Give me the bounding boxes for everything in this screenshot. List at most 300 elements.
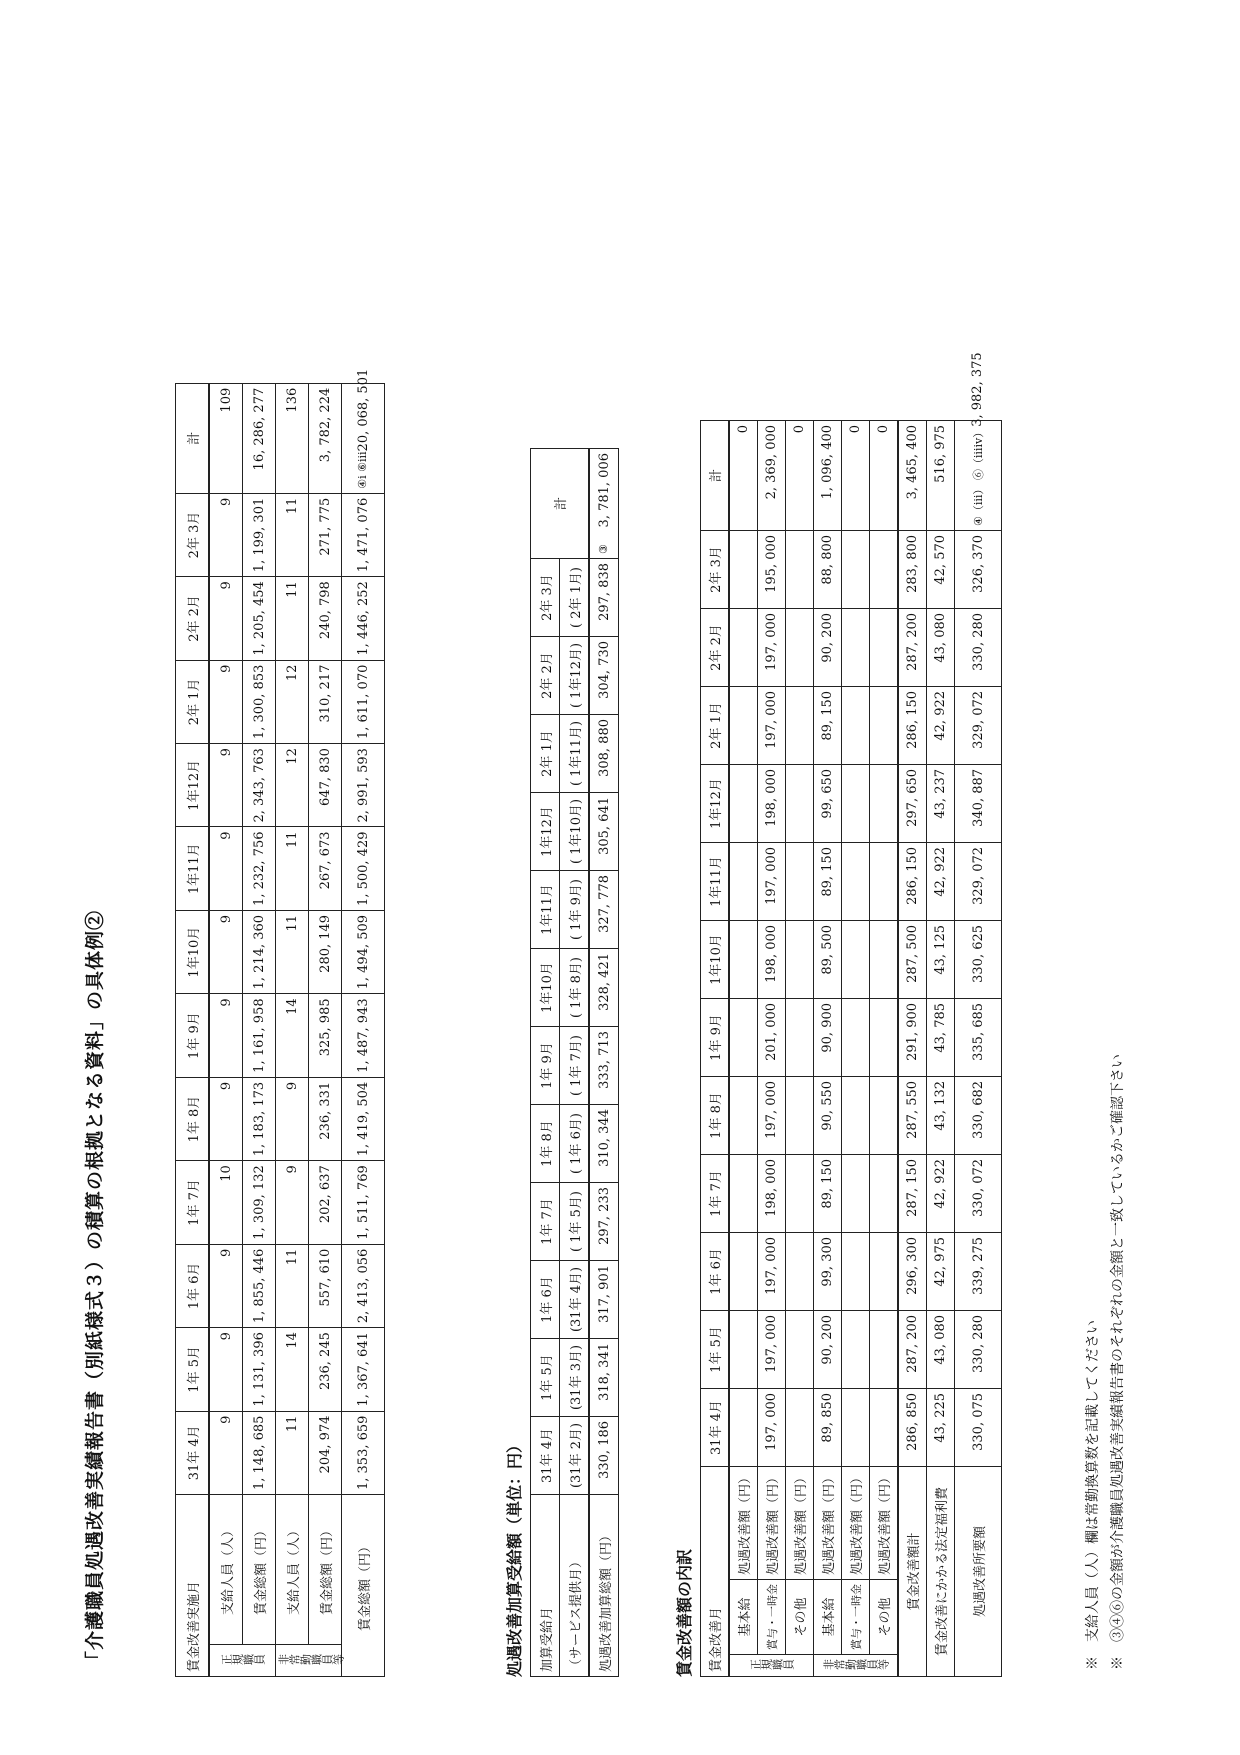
value-cell: 90, 200 [814, 608, 842, 686]
row-label: 処遇改善額（円） [729, 1466, 758, 1579]
value-cell [786, 608, 814, 686]
value-cell [786, 1232, 814, 1310]
value-cell: 11 [276, 910, 309, 993]
value-cell [870, 842, 899, 920]
value-cell: 9 [209, 660, 243, 743]
value-cell: 1, 199, 301 [243, 493, 276, 576]
value-cell: 42, 975 [927, 1232, 955, 1310]
value-cell: 197, 000 [758, 1310, 786, 1388]
table-row [870, 420, 899, 1676]
reference-mark: ③ [596, 544, 610, 554]
total-value: 2, 369, 000 [764, 424, 779, 500]
value-cell: 89, 500 [814, 920, 842, 998]
category-label: 賞与・一時金 [758, 1580, 786, 1655]
row-label: 支給人員（人） [276, 1495, 309, 1645]
value-cell: 1年11月 [176, 827, 210, 910]
value-cell: 2年 1月 [701, 686, 730, 764]
value-cell: 267, 673 [309, 827, 342, 910]
value-cell [842, 1076, 870, 1154]
value-cell: 330, 280 [955, 1310, 1002, 1388]
table-row [927, 420, 955, 1676]
value-cell [729, 842, 758, 920]
total-cell [842, 420, 870, 530]
value-cell [786, 1076, 814, 1154]
value-cell: 305, 641 [589, 793, 619, 871]
value-cell: 90, 200 [814, 1310, 842, 1388]
value-cell: 1, 511, 769 [342, 1161, 385, 1244]
value-cell: 287, 150 [898, 1154, 927, 1232]
value-cell: 317, 901 [589, 1261, 619, 1339]
value-cell: 89, 150 [814, 686, 842, 764]
value-cell [786, 764, 814, 842]
header-cell: 賃金改善実施月 [176, 1495, 210, 1677]
category-label: 基本給 [729, 1580, 758, 1655]
header-cell: （サービス提供月） [560, 1495, 590, 1677]
table-header-row [176, 383, 210, 1676]
value-cell: 1年 8月 [176, 1077, 210, 1160]
value-cell: 202, 637 [309, 1161, 342, 1244]
value-cell [842, 530, 870, 608]
value-cell: 89, 150 [814, 1154, 842, 1232]
value-cell: 328, 421 [589, 949, 619, 1027]
value-cell: 42, 922 [927, 1154, 955, 1232]
value-cell: 1年 5月 [176, 1328, 210, 1411]
wage-table [175, 368, 385, 1677]
value-cell: 197, 000 [758, 608, 786, 686]
value-cell: 31年 4月 [176, 1411, 210, 1494]
row-label: 賃金総額（円） [243, 1495, 276, 1645]
value-cell [870, 608, 899, 686]
value-cell: 310, 217 [309, 660, 342, 743]
value-cell [842, 1388, 870, 1466]
value-cell: 9 [209, 827, 243, 910]
value-cell: 1年 8月 [531, 1105, 560, 1183]
value-cell: 1, 161, 958 [243, 994, 276, 1077]
table-row [276, 383, 309, 1676]
table-row [342, 383, 385, 1676]
table-row [758, 420, 786, 1676]
value-cell [729, 686, 758, 764]
total-value: 0 [792, 424, 807, 434]
value-cell [786, 1310, 814, 1388]
value-cell: 2年 2月 [531, 637, 560, 715]
value-cell: 204, 974 [309, 1411, 342, 1494]
value-cell [786, 686, 814, 764]
value-cell: 1, 309, 132 [243, 1161, 276, 1244]
group-label: 正規職員 [729, 1655, 814, 1677]
value-cell: ( 1年10月) [560, 793, 590, 871]
value-cell: 2年 1月 [176, 660, 210, 743]
value-cell: 9 [209, 994, 243, 1077]
value-cell [729, 530, 758, 608]
value-cell: 99, 650 [814, 764, 842, 842]
group-label: 非常勤職員等 [814, 1655, 899, 1677]
value-cell: 10 [209, 1161, 243, 1244]
total-value: 0 [876, 424, 891, 434]
value-cell: 201, 000 [758, 998, 786, 1076]
value-cell [870, 764, 899, 842]
category-label: その他 [870, 1580, 899, 1655]
value-cell: 31年 4月 [701, 1388, 730, 1466]
row-label: 処遇改善額（円） [814, 1466, 842, 1579]
value-cell: 304, 730 [589, 637, 619, 715]
value-cell: 297, 650 [898, 764, 927, 842]
value-cell [870, 1154, 899, 1232]
total-value: 20, 068, 501 [355, 368, 371, 452]
value-cell: 286, 850 [898, 1388, 927, 1466]
value-cell: 1年 5月 [701, 1310, 730, 1388]
value-cell: 2年 3月 [701, 530, 730, 608]
total-cell [589, 449, 619, 559]
table-row [842, 420, 870, 1676]
value-cell: ( 1年 7月) [560, 1027, 590, 1105]
value-cell: 90, 900 [814, 998, 842, 1076]
value-cell: 1年 6月 [531, 1261, 560, 1339]
value-cell [729, 1076, 758, 1154]
value-cell: 287, 200 [898, 1310, 927, 1388]
value-cell [729, 998, 758, 1076]
value-cell: 1年10月 [701, 920, 730, 998]
value-cell: 1, 205, 454 [243, 577, 276, 660]
value-cell: 9 [209, 910, 243, 993]
total-value: 0 [848, 424, 863, 434]
value-cell: 1, 494, 509 [342, 910, 385, 993]
row-label: 賃金総額（円） [342, 1495, 385, 1677]
total-cell [758, 420, 786, 530]
value-cell: 1年12月 [701, 764, 730, 842]
value-cell [786, 842, 814, 920]
total-value: 0 [736, 424, 751, 434]
value-cell [870, 1310, 899, 1388]
value-cell: 31年 4月 [531, 1417, 560, 1495]
value-cell: 286, 150 [898, 842, 927, 920]
value-cell [870, 1388, 899, 1466]
total-cell [309, 383, 342, 493]
value-cell: 9 [276, 1161, 309, 1244]
value-cell: 1年12月 [531, 793, 560, 871]
total-cell [729, 420, 758, 530]
value-cell: 42, 570 [927, 530, 955, 608]
value-cell [786, 1154, 814, 1232]
value-cell: 1年 7月 [701, 1154, 730, 1232]
value-cell: 42, 922 [927, 686, 955, 764]
value-cell: 340, 887 [955, 764, 1002, 842]
reference-mark: ④（ⅰⅱ） ⑥（ⅲⅳ） [972, 426, 985, 526]
value-cell [870, 1232, 899, 1310]
value-cell: 1, 300, 853 [243, 660, 276, 743]
table-row [589, 449, 619, 1677]
value-cell: 2, 413, 056 [342, 1244, 385, 1327]
value-cell: 339, 275 [955, 1232, 1002, 1310]
section-caption: 賃金改善額の内訳 [675, 1548, 694, 1677]
row-label: 賃金改善額計 [898, 1466, 927, 1676]
value-cell: 329, 072 [955, 842, 1002, 920]
value-cell: 1, 487, 943 [342, 994, 385, 1077]
value-cell [729, 1232, 758, 1310]
value-cell [842, 1310, 870, 1388]
value-cell: 1年10月 [531, 949, 560, 1027]
group-label: 正規職員 [209, 1645, 276, 1677]
value-cell [870, 920, 899, 998]
value-cell: 329, 072 [955, 686, 1002, 764]
value-cell: 327, 778 [589, 871, 619, 949]
value-cell: 90, 550 [814, 1076, 842, 1154]
value-cell: 271, 775 [309, 493, 342, 576]
value-cell: ( 1年 9月) [560, 871, 590, 949]
value-cell: 1年10月 [176, 910, 210, 993]
value-cell: 557, 610 [309, 1244, 342, 1327]
value-cell: ( 1年 6月) [560, 1105, 590, 1183]
value-cell: 2年 2月 [701, 608, 730, 686]
value-cell [729, 1154, 758, 1232]
value-cell: 1, 855, 446 [243, 1244, 276, 1327]
table-row [209, 383, 243, 1676]
value-cell: 198, 000 [758, 1154, 786, 1232]
value-cell: 9 [209, 1077, 243, 1160]
value-cell: 297, 838 [589, 559, 619, 637]
value-cell [729, 764, 758, 842]
category-label: 賞与・一時金 [842, 1580, 870, 1655]
value-cell: 1, 353, 659 [342, 1411, 385, 1494]
total-value: 3, 782, 224 [317, 387, 333, 463]
total-cell [955, 352, 1002, 530]
category-label: 基本給 [814, 1580, 842, 1655]
total-cell [243, 383, 276, 493]
value-cell [786, 920, 814, 998]
value-cell: 計 [176, 383, 210, 493]
value-cell: 88, 800 [814, 530, 842, 608]
breakdown-table [700, 352, 1002, 1677]
value-cell: 14 [276, 1328, 309, 1411]
value-cell [842, 998, 870, 1076]
value-cell: 11 [276, 493, 309, 576]
value-cell: 99, 300 [814, 1232, 842, 1310]
value-cell: 2年 3月 [531, 559, 560, 637]
value-cell: 43, 080 [927, 608, 955, 686]
value-cell [786, 998, 814, 1076]
total-value: 16, 286, 277 [251, 387, 267, 471]
table-row [729, 420, 758, 1676]
category-label: その他 [786, 1580, 814, 1655]
value-cell: 286, 150 [898, 686, 927, 764]
row-label: 処遇改善額（円） [842, 1466, 870, 1579]
value-text: 1, 471, 076 [355, 497, 371, 573]
value-cell: 310, 344 [589, 1105, 619, 1183]
value-cell: 195, 000 [758, 530, 786, 608]
page-title: 「介護職員処遇改善実績報告書（別紙様式３）の積算の根拠となる資料」の具体例② [84, 909, 106, 1670]
value-cell [842, 842, 870, 920]
value-cell: 1年 6月 [701, 1232, 730, 1310]
value-cell: 1年 9月 [176, 994, 210, 1077]
table-header-row [560, 449, 590, 1677]
row-label: 賃金総額（円） [309, 1495, 342, 1645]
value-cell: 330, 682 [955, 1076, 1002, 1154]
value-cell: 197, 000 [758, 686, 786, 764]
value-cell: 1年12月 [176, 744, 210, 827]
row-label: 賃金改善にかかる法定福利費 [927, 1466, 955, 1676]
value-cell: 9 [209, 744, 243, 827]
value-cell: 287, 500 [898, 920, 927, 998]
value-cell: 1, 367, 641 [342, 1328, 385, 1411]
value-cell: 1, 446, 252 [342, 577, 385, 660]
value-cell: 330, 625 [955, 920, 1002, 998]
header-cell: 加算受給月 [531, 1495, 560, 1677]
value-cell: 1年 7月 [176, 1161, 210, 1244]
value-cell: 1年11月 [701, 842, 730, 920]
value-cell: 42, 922 [927, 842, 955, 920]
value-cell: 11 [276, 577, 309, 660]
value-cell: 9 [209, 577, 243, 660]
header-cell: 賃金改善月 [701, 1466, 730, 1676]
value-cell: 1, 611, 070 [342, 660, 385, 743]
value-cell: 2, 343, 763 [243, 744, 276, 827]
value-cell [870, 998, 899, 1076]
row-label: 処遇改善額（円） [758, 1466, 786, 1579]
value-cell: 9 [209, 1244, 243, 1327]
value-cell: 9 [276, 1077, 309, 1160]
value-cell [729, 920, 758, 998]
table-header-row [701, 420, 730, 1676]
value-cell: 330, 072 [955, 1154, 1002, 1232]
table-row [243, 383, 276, 1676]
row-label: 処遇改善額（円） [870, 1466, 899, 1579]
value-cell: 236, 245 [309, 1328, 342, 1411]
row-label: 支給人員（人） [209, 1495, 243, 1645]
value-cell: 9 [209, 1411, 243, 1494]
value-cell: 326, 370 [955, 530, 1002, 608]
value-cell: 43, 080 [927, 1310, 955, 1388]
value-cell [870, 686, 899, 764]
value-cell: 1年 6月 [176, 1244, 210, 1327]
value-cell: 1年 8月 [701, 1076, 730, 1154]
value-cell: 1, 183, 173 [243, 1077, 276, 1160]
value-cell: 1, 131, 396 [243, 1328, 276, 1411]
total-cell [870, 420, 899, 530]
value-cell: 296, 300 [898, 1232, 927, 1310]
value-cell: 89, 850 [814, 1388, 842, 1466]
total-value: 109 [218, 387, 234, 413]
value-cell: 2, 991, 593 [342, 744, 385, 827]
value-cell: 11 [276, 1411, 309, 1494]
value-cell: 198, 000 [758, 764, 786, 842]
value-cell: 236, 331 [309, 1077, 342, 1160]
value-cell: 43, 225 [927, 1388, 955, 1466]
value-cell [842, 1154, 870, 1232]
value-cell [842, 686, 870, 764]
value-cell: 197, 000 [758, 1232, 786, 1310]
value-cell: 287, 550 [898, 1076, 927, 1154]
value-cell: 計 [701, 420, 730, 530]
value-cell: 198, 000 [758, 920, 786, 998]
value-cell: (31年 4月) [560, 1261, 590, 1339]
total-cell [209, 383, 243, 493]
value-cell: 12 [276, 744, 309, 827]
value-cell: 1, 500, 429 [342, 827, 385, 910]
value-cell: 291, 900 [898, 998, 927, 1076]
total-cell [927, 420, 955, 530]
value-cell: 647, 830 [309, 744, 342, 827]
value-cell [729, 1310, 758, 1388]
value-cell: 330, 280 [955, 608, 1002, 686]
value-cell: 283, 800 [898, 530, 927, 608]
total-value: 3, 465, 400 [905, 424, 920, 500]
value-cell: 280, 149 [309, 910, 342, 993]
table-header-row [531, 449, 560, 1677]
note-2: ※ ③④⑥の金額が介護職員処遇改善実績報告書のそれぞれの金額と一致しているかご確認下さい [1110, 1054, 1126, 1670]
value-cell [842, 764, 870, 842]
table-row [955, 420, 1002, 1676]
value-cell: 308, 880 [589, 715, 619, 793]
value-cell: 12 [276, 660, 309, 743]
value-cell: ( 2年 1月) [560, 559, 590, 637]
value-cell: 2年 1月 [531, 715, 560, 793]
value-cell: 1年11月 [531, 871, 560, 949]
value-cell: 43, 785 [927, 998, 955, 1076]
note-1: ※ 支給人員（人）欄は常勤換算数を記載してください [1085, 1320, 1101, 1670]
value-cell [342, 493, 385, 576]
value-cell: 43, 132 [927, 1076, 955, 1154]
value-cell [786, 530, 814, 608]
table-row [814, 420, 842, 1676]
value-cell: 計 [531, 449, 590, 559]
value-cell: 318, 341 [589, 1339, 619, 1417]
value-cell [786, 1388, 814, 1466]
value-cell: 1年 7月 [531, 1183, 560, 1261]
value-cell: 9 [209, 493, 243, 576]
value-cell: 287, 200 [898, 608, 927, 686]
value-cell: 11 [276, 827, 309, 910]
table-row [898, 420, 927, 1676]
value-cell: 43, 125 [927, 920, 955, 998]
value-cell: 14 [276, 994, 309, 1077]
value-cell [842, 1232, 870, 1310]
table-row [309, 383, 342, 1676]
total-value: 3, 781, 006 [596, 453, 612, 528]
value-cell: 1年 9月 [531, 1027, 560, 1105]
value-cell: 330, 075 [955, 1388, 1002, 1466]
value-cell: (31年 2月) [560, 1417, 590, 1495]
value-cell: 1, 214, 360 [243, 910, 276, 993]
value-cell: 1, 419, 504 [342, 1077, 385, 1160]
value-cell [729, 1388, 758, 1466]
value-cell: 43, 237 [927, 764, 955, 842]
value-cell: 2年 2月 [176, 577, 210, 660]
value-cell: ( 1年 5月) [560, 1183, 590, 1261]
value-cell: ( 1年11月) [560, 715, 590, 793]
value-cell: 330, 186 [589, 1417, 619, 1495]
value-cell [870, 530, 899, 608]
value-cell: 335, 685 [955, 998, 1002, 1076]
total-cell [786, 420, 814, 530]
value-cell [842, 608, 870, 686]
value-cell: 240, 798 [309, 577, 342, 660]
addition-table [530, 448, 619, 1677]
value-cell: 197, 000 [758, 842, 786, 920]
value-cell: 2年 3月 [176, 493, 210, 576]
value-cell: 297, 233 [589, 1183, 619, 1261]
total-cell [342, 368, 385, 493]
value-cell: 89, 150 [814, 842, 842, 920]
value-cell: (31年 3月) [560, 1339, 590, 1417]
value-cell: 1年 5月 [531, 1339, 560, 1417]
total-cell [814, 420, 842, 530]
total-value: 3, 982, 375 [970, 352, 985, 427]
value-cell: ( 1年 8月) [560, 949, 590, 1027]
row-label: 処遇改善額（円） [786, 1466, 814, 1579]
group-label: 非常勤職員等 [276, 1645, 342, 1677]
value-cell: 1, 232, 756 [243, 827, 276, 910]
value-cell [729, 608, 758, 686]
